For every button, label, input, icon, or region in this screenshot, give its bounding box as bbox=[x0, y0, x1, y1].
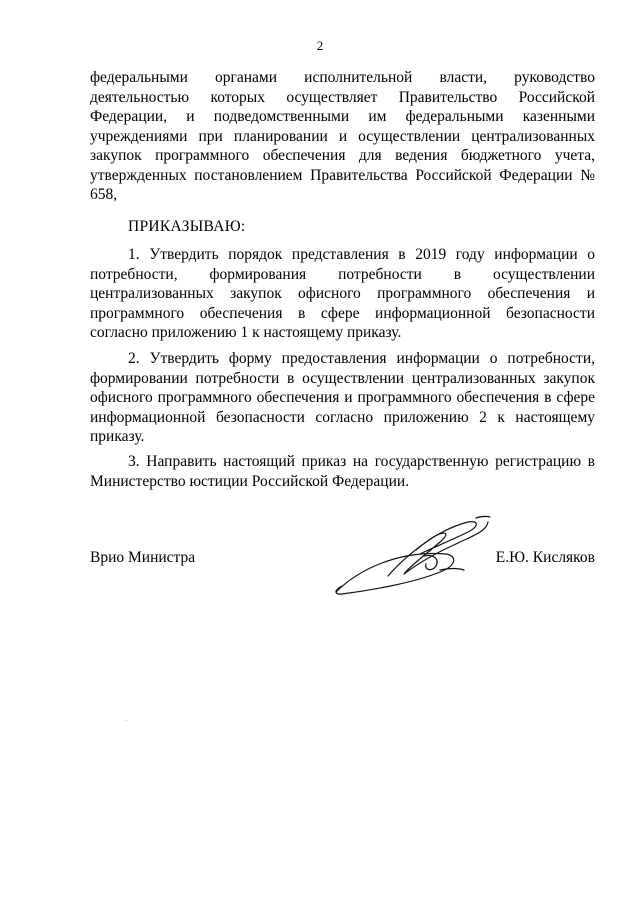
page-number: 2 bbox=[316, 38, 324, 53]
signatory-title: Врио Министра bbox=[90, 549, 196, 566]
handwritten-signature bbox=[328, 510, 498, 600]
scan-speck bbox=[126, 720, 127, 721]
order-item-3: 3. Направить настоящий приказ на государственную регистрацию в Министерство юстиции Российской Федерации. bbox=[90, 453, 595, 490]
order-item-2: 2. Утвердить форму предоставления информации о потребности, формировании потребности в осуществлении централизованных закупок офисного программного обеспечения и программного обеспечения в сфере информационной безопасности согласно приложению 2 к настоящему приказу. bbox=[90, 350, 595, 445]
order-item-1: 1. Утвердить порядок представления в 2019 году информации о потребности, формирования потребности в осуществлении централизованных закупок офисного программного обеспечения и программного обеспечения в сфере информационной безопасности согласно приложению 1 к настоящему приказу. bbox=[90, 246, 595, 341]
intro-paragraph: федеральными органами исполнительной власти, руководство деятельностью которых осуществляет Правительство Российской Федерации, и подведомственными им федеральными казенными учреждениями при планировании и осуществлении централизованных закупок программного обеспечения для ведения бюджетного учета, утвержденных постановлением Правительства Российской Федерации № 658, bbox=[90, 69, 595, 203]
signatory-name: Е.Ю. Кисляков bbox=[495, 549, 595, 566]
order-heading: ПРИКАЗЫВАЮ: bbox=[128, 218, 246, 235]
